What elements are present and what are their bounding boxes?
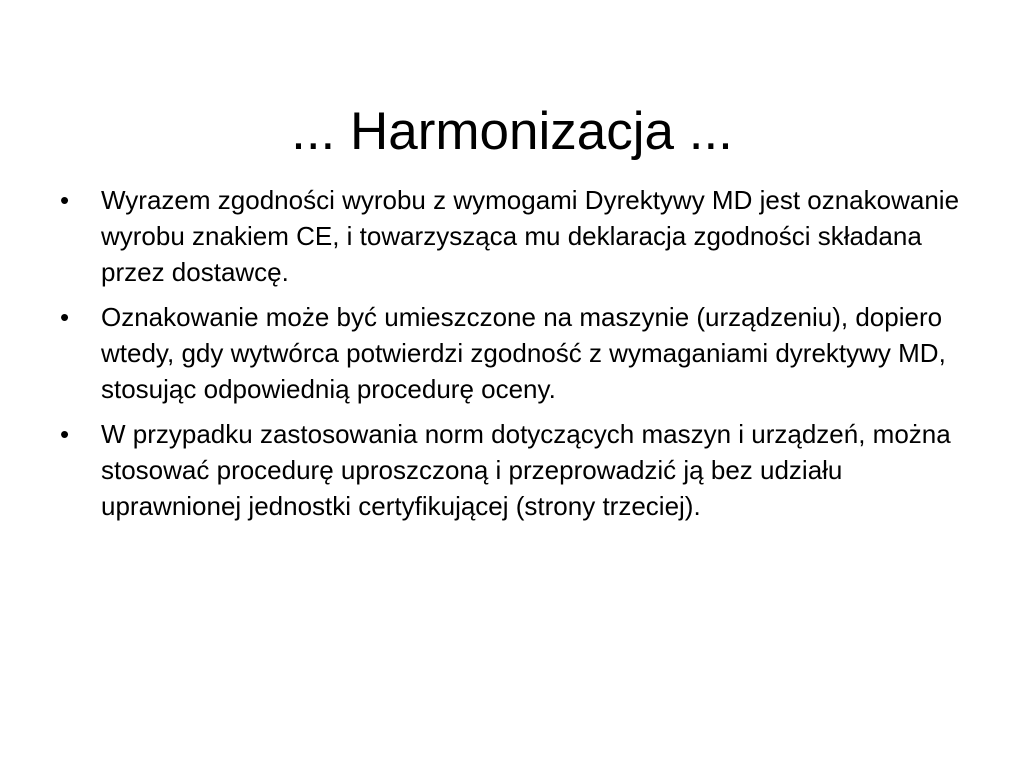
bullet-icon: •	[60, 302, 70, 332]
bullet-text: W przypadku zastosowania norm dotyczących maszyn i urządzeń, można stosować procedurę uproszczoną i przeprowadzić ją bez udziału uprawnionej jednostki certyfikującej (strony trzeciej).	[101, 419, 951, 521]
bullet-item	[56, 182, 976, 290]
bullet-icon: •	[60, 419, 70, 449]
bullet-text: Wyrazem zgodności wyrobu z wymogami Dyrektywy MD jest oznakowanie wyrobu znakiem CE, i towarzysząca mu deklaracja zgodności składana przez dostawcę.	[101, 185, 960, 287]
bullet-list	[56, 182, 976, 533]
slide-title: ... Harmonizacja ...	[291, 101, 733, 161]
bullet-icon: •	[60, 185, 70, 215]
bullet-item	[56, 299, 976, 407]
bullet-text: Oznakowanie może być umieszczone na maszynie (urządzeniu), dopiero wtedy, gdy wytwórca potwierdzi zgodność z wymaganiami dyrektywy MD, stosując odpowiednią procedurę oceny.	[101, 302, 946, 404]
bullet-item	[56, 416, 976, 524]
